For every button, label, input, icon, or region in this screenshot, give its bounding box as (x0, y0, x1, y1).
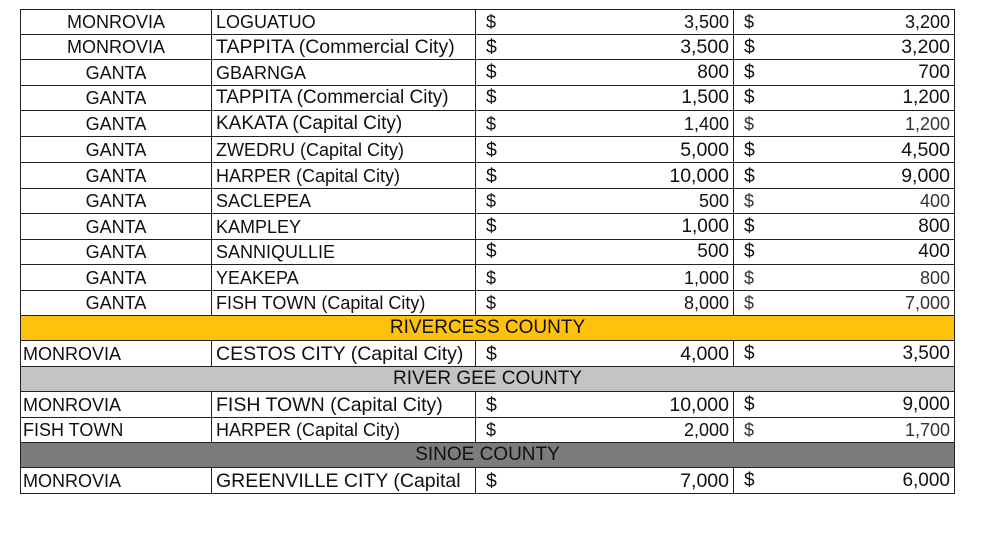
origin-cell: FISH TOWN (21, 418, 212, 443)
destination-cell: ZWEDRU (Capital City) (212, 137, 476, 163)
origin-cell: MONROVIA (21, 10, 212, 35)
currency-sign: $ (744, 191, 755, 211)
origin-cell: GANTA (21, 60, 212, 86)
fare-cell-2 (734, 392, 955, 418)
currency-sign: $ (486, 469, 497, 492)
origin-cell: GANTA (21, 189, 212, 214)
fare-cell-1 (476, 214, 734, 240)
currency-sign: $ (744, 138, 755, 161)
destination-cell: TAPPITA (Commercial City) (212, 86, 476, 111)
fare-cell-1 (476, 10, 734, 35)
fare-value-1: 10,000 (669, 164, 729, 187)
fare-value-2: 4,500 (901, 138, 950, 161)
fare-cell-1 (476, 341, 734, 367)
fare-cell-1 (476, 240, 734, 265)
fare-value-2: 6,000 (902, 469, 950, 491)
fare-value-1: 1,000 (683, 267, 729, 288)
currency-sign: $ (744, 293, 755, 313)
origin-cell: GANTA (21, 111, 212, 137)
currency-sign: $ (486, 215, 497, 237)
destination-cell: TAPPITA (Commercial City) (212, 35, 476, 60)
table-row (21, 214, 955, 240)
fare-cell-1 (476, 60, 734, 86)
currency-sign: $ (486, 293, 497, 313)
origin-cell: GANTA (21, 163, 212, 189)
table-row (21, 468, 955, 494)
fare-value-1: 3,500 (683, 12, 729, 32)
fare-value-2: 400 (918, 241, 950, 262)
currency-sign: $ (744, 87, 755, 108)
fare-value-2: 800 (919, 267, 950, 288)
fare-value-1: 7,000 (680, 469, 729, 492)
currency-sign: $ (486, 191, 497, 211)
currency-sign: $ (744, 12, 755, 32)
fare-value-1: 500 (697, 241, 729, 262)
origin-cell: GANTA (21, 265, 212, 291)
county-header-sinoe: SINOE COUNTY (21, 443, 955, 468)
fare-cell-2 (734, 10, 955, 35)
fare-value-1: 1,500 (681, 87, 729, 108)
fare-value-2: 400 (919, 191, 950, 211)
destination-cell: CESTOS CITY (Capital City) (212, 341, 476, 367)
currency-sign: $ (744, 61, 755, 83)
county-header-rivergee: RIVER GEE COUNTY (21, 367, 955, 392)
origin-cell: MONROVIA (21, 468, 212, 494)
fare-value-1: 8,000 (683, 293, 729, 313)
fare-cell-1 (476, 265, 734, 291)
county-header-row (21, 367, 955, 392)
fare-cell-2 (734, 265, 955, 291)
table-row (21, 10, 955, 35)
destination-cell: LOGUATUO (212, 10, 476, 35)
currency-sign: $ (744, 36, 755, 58)
destination-cell: GBARNGA (212, 60, 476, 86)
fare-value-1: 1,400 (683, 113, 729, 134)
fare-value-1: 500 (698, 191, 729, 211)
fare-cell-2 (734, 35, 955, 60)
currency-sign: $ (486, 113, 497, 134)
fare-value-1: 4,000 (680, 342, 729, 365)
fare-value-2: 1,700 (904, 420, 950, 440)
currency-sign: $ (744, 215, 755, 237)
currency-sign: $ (744, 113, 755, 134)
fare-value-2: 9,000 (902, 393, 950, 415)
origin-cell: GANTA (21, 86, 212, 111)
origin-cell: GANTA (21, 214, 212, 240)
origin-cell: MONROVIA (21, 341, 212, 367)
destination-cell: YEAKEPA (212, 265, 476, 291)
fare-cell-1 (476, 137, 734, 163)
destination-cell: FISH TOWN (Capital City) (212, 291, 476, 316)
currency-sign: $ (486, 61, 497, 83)
currency-sign: $ (486, 87, 497, 108)
currency-sign: $ (744, 241, 755, 262)
fare-cell-1 (476, 392, 734, 418)
fare-value-1: 2,000 (683, 420, 729, 440)
fare-cell-2 (734, 60, 955, 86)
origin-cell: GANTA (21, 291, 212, 316)
destination-cell: HARPER (Capital City) (212, 418, 476, 443)
origin-cell: MONROVIA (21, 392, 212, 418)
destination-cell: HARPER (Capital City) (212, 163, 476, 189)
currency-sign: $ (744, 164, 755, 187)
destination-cell: KAMPLEY (212, 214, 476, 240)
fare-cell-1 (476, 291, 734, 316)
fare-table (20, 9, 955, 494)
fare-cell-2 (734, 163, 955, 189)
table-row (21, 189, 955, 214)
fare-value-1: 3,500 (680, 36, 729, 58)
destination-cell: GREENVILLE CITY (Capital (212, 468, 476, 494)
table-row (21, 240, 955, 265)
fare-value-1: 1,000 (681, 215, 729, 237)
fare-value-2: 9,000 (901, 164, 950, 187)
fare-value-2: 1,200 (904, 113, 950, 134)
county-header-rivercess: RIVERCESS COUNTY (21, 316, 955, 341)
table-row (21, 60, 955, 86)
fare-cell-2 (734, 418, 955, 443)
fare-value-2: 700 (918, 61, 950, 83)
origin-cell: MONROVIA (21, 35, 212, 60)
fare-cell-1 (476, 111, 734, 137)
currency-sign: $ (486, 420, 497, 440)
currency-sign: $ (744, 420, 755, 440)
fare-cell-2 (734, 111, 955, 137)
fare-value-2: 3,500 (902, 342, 950, 364)
fare-value-2: 3,200 (904, 12, 950, 32)
table-row (21, 111, 955, 137)
fare-cell-1 (476, 468, 734, 494)
fare-cell-1 (476, 86, 734, 111)
currency-sign: $ (486, 138, 497, 161)
table-row (21, 341, 955, 367)
fare-cell-1 (476, 163, 734, 189)
currency-sign: $ (486, 36, 497, 58)
fare-cell-1 (476, 35, 734, 60)
fare-cell-1 (476, 418, 734, 443)
origin-cell: GANTA (21, 240, 212, 265)
fare-value-1: 10,000 (669, 393, 729, 416)
destination-cell: KAKATA (Capital City) (212, 111, 476, 137)
destination-cell: SACLEPEA (212, 189, 476, 214)
fare-value-2: 3,200 (901, 36, 950, 58)
table-row (21, 392, 955, 418)
currency-sign: $ (744, 469, 755, 491)
table-row (21, 137, 955, 163)
table-row (21, 86, 955, 111)
fare-cell-2 (734, 291, 955, 316)
currency-sign: $ (744, 393, 755, 415)
fare-value-2: 7,000 (904, 293, 950, 313)
fare-cell-2 (734, 468, 955, 494)
fare-cell-2 (734, 341, 955, 367)
fare-value-2: 1,200 (902, 87, 950, 108)
currency-sign: $ (486, 342, 497, 365)
table-row (21, 291, 955, 316)
currency-sign: $ (744, 342, 755, 364)
fare-cell-2 (734, 240, 955, 265)
currency-sign: $ (486, 12, 497, 32)
currency-sign: $ (486, 393, 497, 416)
origin-cell: GANTA (21, 137, 212, 163)
currency-sign: $ (744, 267, 755, 288)
fare-value-2: 800 (918, 215, 950, 237)
currency-sign: $ (486, 267, 497, 288)
fare-value-1: 800 (697, 61, 729, 83)
fare-cell-2 (734, 137, 955, 163)
fare-value-1: 5,000 (680, 138, 729, 161)
fare-cell-2 (734, 86, 955, 111)
currency-sign: $ (486, 164, 497, 187)
destination-cell: SANNIQULLIE (212, 240, 476, 265)
currency-sign: $ (486, 241, 497, 262)
table-row (21, 265, 955, 291)
county-header-row (21, 443, 955, 468)
table-row (21, 418, 955, 443)
fare-cell-2 (734, 214, 955, 240)
destination-cell: FISH TOWN (Capital City) (212, 392, 476, 418)
fare-cell-2 (734, 189, 955, 214)
table-row (21, 163, 955, 189)
county-header-row (21, 316, 955, 341)
fare-cell-1 (476, 189, 734, 214)
table-row (21, 35, 955, 60)
